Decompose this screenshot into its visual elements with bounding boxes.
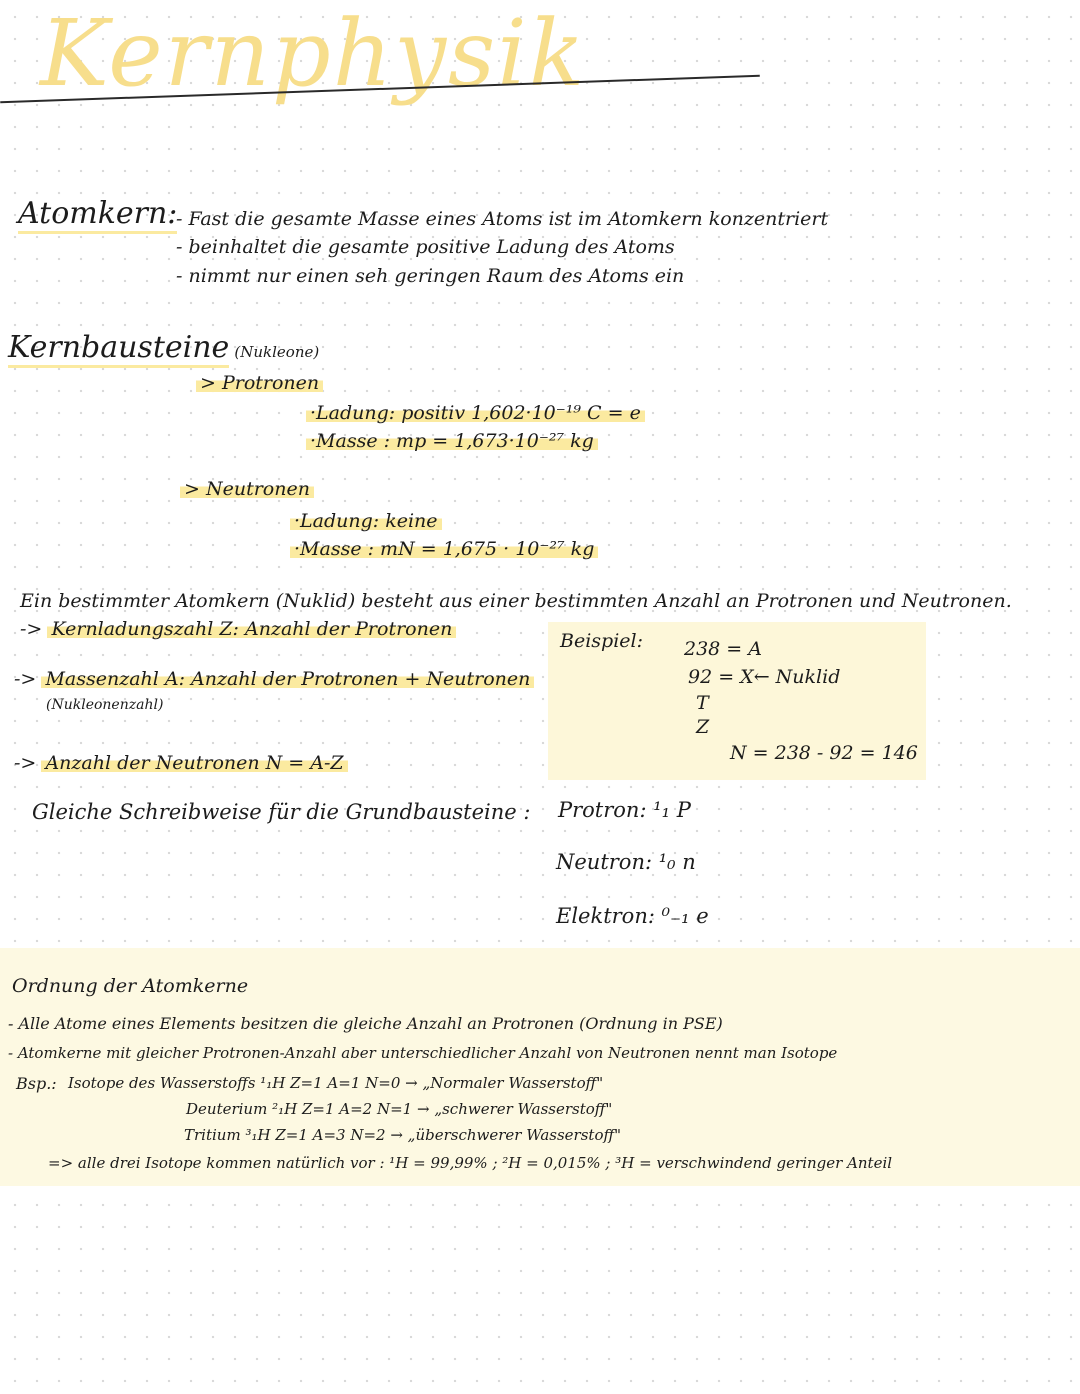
proton-notation: Protron: ¹₁ P: [558, 798, 691, 822]
neutronen-anzahl-arrow: ->: [14, 752, 37, 774]
neutron-notation: Neutron: ¹₀ n: [556, 850, 696, 874]
protonen-masse: ·Masse : mp = 1,673·10⁻²⁷ kg: [306, 430, 598, 452]
neutronen-masse: ·Masse : mN = 1,675 · 10⁻²⁷ kg: [290, 538, 598, 560]
massenzahl-line: [14, 668, 534, 690]
massenzahl-arrow: ->: [14, 668, 37, 690]
ordnung-bsp-label: Bsp.:: [16, 1074, 57, 1093]
protonen-ladung: ·Ladung: positiv 1,602·10⁻¹⁹ C = e: [306, 402, 645, 424]
isotope-conclusion: => alle drei Isotope kommen natürlich vor : ¹H = 99,99% ; ²H = 0,015% ; ³H = verschwindend geringer Anteil: [48, 1154, 893, 1172]
example-line-3: T: [696, 692, 709, 714]
kernbausteine-heading: Kernbausteine: [8, 330, 229, 368]
ordnung-line-1: - Alle Atome eines Elements besitzen die gleiche Anzahl an Protronen (Ordnung in PSE): [8, 1014, 723, 1033]
massenzahl-note: (Nukleonenzahl): [46, 697, 164, 713]
elektron-notation: Elektron: ⁰₋₁ e: [556, 904, 709, 928]
massenzahl-text: Massenzahl A: Anzahl der Protronen + Neutronen: [41, 668, 534, 690]
neutronen-anzahl-line: [14, 752, 348, 774]
atomkern-heading: Atomkern:: [18, 196, 177, 234]
example-result: N = 238 - 92 = 146: [730, 742, 918, 764]
kernbausteine-heading-group: [8, 330, 319, 365]
atomkern-point-2: - beinhaltet die gesamte positive Ladung des Atoms: [176, 236, 675, 258]
isotop-tritium: Tritium ³₁H Z=1 A=3 N=2 → „überschwerer Wasserstoff": [184, 1126, 622, 1144]
isotop-wasserstoff: Isotope des Wasserstoffs ¹₁H Z=1 A=1 N=0 → „Normaler Wasserstoff": [68, 1074, 604, 1092]
example-label: Beispiel:: [560, 630, 643, 652]
neutronen-label: > Neutronen: [180, 478, 314, 500]
kernladung-line: [20, 618, 456, 640]
isotop-deuterium: Deuterium ²₁H Z=1 A=2 N=1 → „schwerer Wasserstoff": [186, 1100, 613, 1118]
kernladung-text: Kernladungszahl Z: Anzahl der Protronen: [47, 618, 456, 640]
neutronen-anzahl-text: Anzahl der Neutronen N = A-Z: [41, 752, 347, 774]
kernbausteine-subheading: (Nukleone): [234, 343, 320, 361]
example-line-2: 92 = X← Nuklid: [688, 666, 841, 688]
atomkern-point-1: - Fast die gesamte Masse eines Atoms ist im Atomkern konzentriert: [176, 208, 829, 230]
ordnung-heading: Ordnung der Atomkerne: [12, 975, 249, 997]
kernladung-arrow: ->: [20, 618, 43, 640]
example-line-1: 238 = A: [684, 638, 762, 660]
atomkern-point-3: - nimmt nur einen seh geringen Raum des Atoms ein: [176, 265, 685, 287]
protonen-label: > Protronen: [196, 372, 323, 394]
neutronen-ladung: ·Ladung: keine: [290, 510, 442, 532]
example-line-4: Z: [696, 716, 710, 738]
page-title: Kernphysik: [40, 0, 587, 107]
grundbausteine-sentence: Gleiche Schreibweise für die Grundbausteine :: [32, 800, 531, 824]
ordnung-line-2: - Atomkerne mit gleicher Protronen-Anzahl aber unterschiedlicher Anzahl von Neutronen nennt man Isotope: [8, 1044, 838, 1062]
nuklid-sentence: Ein bestimmter Atomkern (Nuklid) besteht aus einer bestimmten Anzahl an Protronen und Neutronen.: [20, 590, 1012, 612]
